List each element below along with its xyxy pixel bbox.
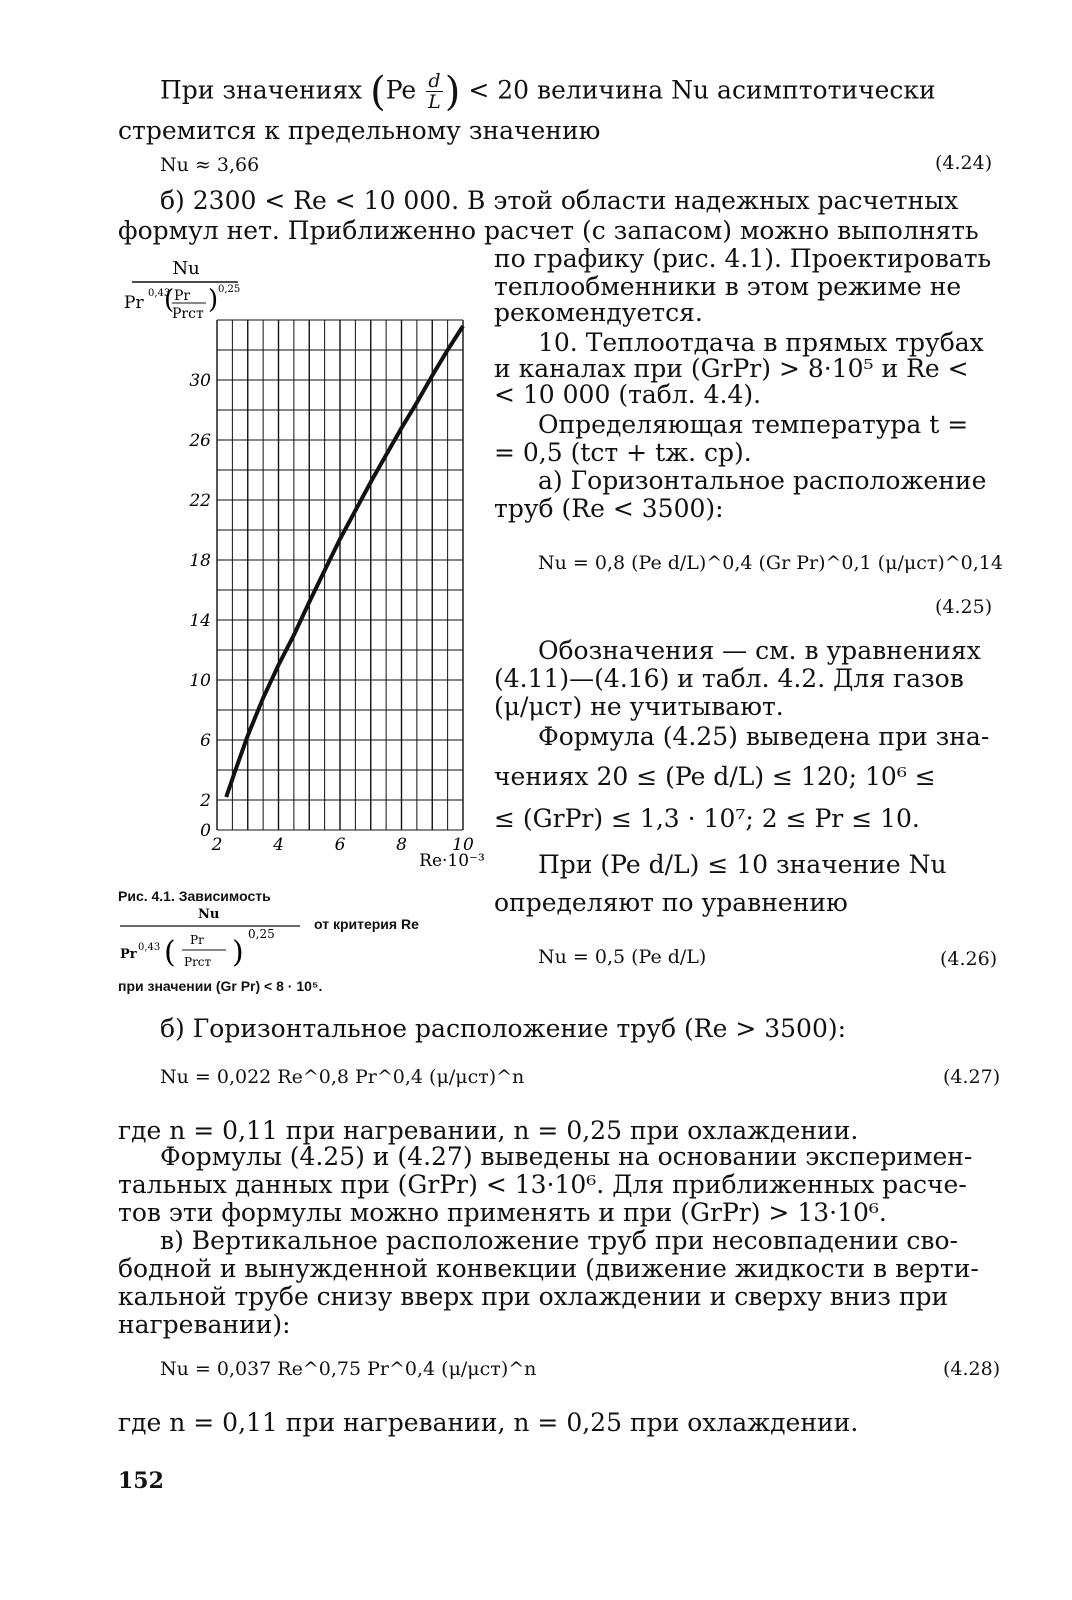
section-b-line-1: б) 2300 < Re < 10 000. В этой области надежных расчетных	[160, 186, 959, 215]
text-line: бодной и вынужденной конвекции (движение жидкости в верти-	[118, 1254, 979, 1283]
note-line: ≤ (GrPr) ≤ 1,3 · 10⁷; 2 ≤ Pr ≤ 10.	[494, 804, 920, 833]
chart-grid	[217, 320, 463, 830]
figure-caption-line-3: при значении (Gr Pr) < 8 · 10⁵.	[118, 978, 323, 994]
svg-text:): )	[208, 285, 219, 315]
svg-text:0,25: 0,25	[218, 284, 241, 295]
svg-text:): )	[232, 935, 244, 970]
text-line: Формулы (4.25) и (4.27) выведены на основании эксперимен-	[160, 1142, 973, 1171]
figure-caption-line-1: Рис. 4.1. Зависимость	[118, 888, 271, 904]
final-line: где n = 0,11 при нагревании, n = 0,25 при охлаждении.	[118, 1408, 859, 1437]
note-line: При (Pe d/L) ≤ 10 значение Nu	[538, 850, 947, 879]
y-axis-label	[124, 258, 240, 322]
svg-text:(: (	[164, 285, 175, 315]
svg-text:Nu: Nu	[198, 907, 220, 922]
eq-4-27: Nu = 0,022 Re^0,8 Pr^0,4 (μ/μст)^n	[160, 1066, 525, 1088]
y-tick-label: 14	[189, 611, 211, 631]
x-tick-label: 4	[273, 835, 284, 855]
y-tick-label: 18	[189, 551, 211, 571]
eq-4-25-number: (4.25)	[935, 596, 993, 618]
pe-symbol: Pe	[385, 75, 417, 105]
svg-text:0,43: 0,43	[138, 942, 161, 953]
y-tick-labels	[188, 371, 211, 841]
x-tick-label: 6	[334, 835, 346, 855]
y-tick-label: 0	[200, 821, 211, 841]
svg-text:Pr: Pr	[120, 947, 137, 962]
text-line: в) Вертикальное расположение труб при несовпадении сво-	[160, 1226, 958, 1255]
note-line: (μ/μст) не учитывают.	[494, 692, 784, 721]
section-10-heading: 10. Теплоотдача в прямых трубах	[538, 328, 984, 357]
note-line: определяют по уравнению	[494, 888, 848, 917]
note-line: Обозначения — см. в уравнениях	[538, 636, 981, 665]
svg-text:Nu: Nu	[172, 258, 200, 279]
x-axis-label: Re·10⁻³	[419, 851, 484, 871]
right-line: и каналах при (GrPr) > 8·10⁵ и Re <	[494, 354, 969, 383]
right-line: а) Горизонтальное расположение	[538, 466, 987, 495]
svg-text:Pr: Pr	[124, 293, 144, 313]
top-line-1-text-a: При значениях	[160, 75, 363, 105]
eq-4-28: Nu = 0,037 Re^0,75 Pr^0,4 (μ/μст)^n	[160, 1358, 537, 1380]
text-line: кальной трубе снизу вверх при охлаждении и сверху вниз при	[118, 1282, 949, 1311]
figure-4-1	[114, 252, 484, 884]
right-line: = 0,5 (tст + tж. ср).	[494, 438, 752, 467]
note-line: (4.11)—(4.16) и табл. 4.2. Для газов	[494, 664, 964, 693]
svg-text:Prст: Prст	[172, 306, 204, 322]
right-line: по графику (рис. 4.1). Проектировать	[494, 244, 992, 273]
svg-text:0,25: 0,25	[248, 927, 275, 941]
page-number: 152	[118, 1468, 164, 1494]
eq-4-26-number: (4.26)	[940, 948, 998, 970]
text-line: где n = 0,11 при нагревании, n = 0,25 при охлаждении.	[118, 1116, 859, 1145]
svg-text:Pr: Pr	[190, 933, 204, 947]
text-line: тальных данных при (GrPr) < 13·10⁶. Для приближенных расче-	[118, 1170, 967, 1199]
text-line: нагревании):	[118, 1310, 291, 1339]
right-line: труб (Re < 3500):	[494, 494, 724, 523]
eq-4-24: Nu ≈ 3,66	[160, 154, 260, 176]
fraction-d-over-l: $\frac{d}{L}$	[428, 70, 441, 113]
x-tick-label: 10	[452, 835, 474, 855]
top-line-1: При значениях (Pe $\frac{d}{L}$ ) < 20 величина Nu асимптотически	[160, 69, 936, 115]
section-b-line-2: формул нет. Приближенно расчет (с запасом) можно выполнять	[118, 216, 979, 245]
eq-4-26: Nu = 0,5 (Pe d/L)	[538, 946, 707, 968]
top-line-1-text-b: < 20 величина Nu асимптотически	[468, 75, 936, 105]
y-tick-label: 6	[200, 731, 211, 751]
figure-caption-suffix: от критерия Re	[314, 916, 419, 932]
note-line: Формула (4.25) выведена при зна-	[538, 722, 990, 751]
figure-caption-formula	[118, 904, 448, 976]
text-line: тов эти формулы можно применять и при (GrPr) > 13·10⁶.	[118, 1198, 887, 1227]
right-line: теплообменники в этом режиме не	[494, 272, 962, 301]
x-tick-label: 2	[211, 835, 223, 855]
y-tick-label: 10	[189, 671, 211, 691]
right-line: < 10 000 (табл. 4.4).	[494, 380, 762, 409]
chart-svg	[114, 252, 484, 884]
svg-text:(: (	[164, 935, 176, 970]
top-line-2: стремится к предельному значению	[118, 116, 601, 145]
eq-4-24-number: (4.24)	[935, 152, 993, 174]
eq-4-25: Nu = 0,8 (Pe d/L)^0,4 (Gr Pr)^0,1 (μ/μст)^0,14	[538, 552, 1003, 574]
right-line: Определяющая температура t =	[538, 410, 969, 439]
data-curve	[226, 326, 463, 797]
svg-text:Prст: Prст	[184, 955, 212, 969]
svg-text:Pr: Pr	[174, 288, 191, 304]
section-b2: б) Горизонтальное расположение труб (Re > 3500):	[160, 1014, 847, 1043]
eq-4-28-number: (4.28)	[943, 1358, 1001, 1380]
eq-4-27-number: (4.27)	[943, 1066, 1001, 1088]
x-tick-label: 8	[396, 835, 407, 855]
y-tick-label: 26	[189, 431, 211, 451]
svg-text:0,43: 0,43	[148, 288, 171, 299]
y-tick-label: 22	[189, 491, 211, 511]
right-line: рекомендуется.	[494, 298, 703, 327]
y-tick-label: 2	[200, 791, 211, 811]
note-line: чениях 20 ≤ (Pe d/L) ≤ 120; 10⁶ ≤	[494, 762, 936, 791]
y-tick-label: 30	[189, 371, 211, 391]
